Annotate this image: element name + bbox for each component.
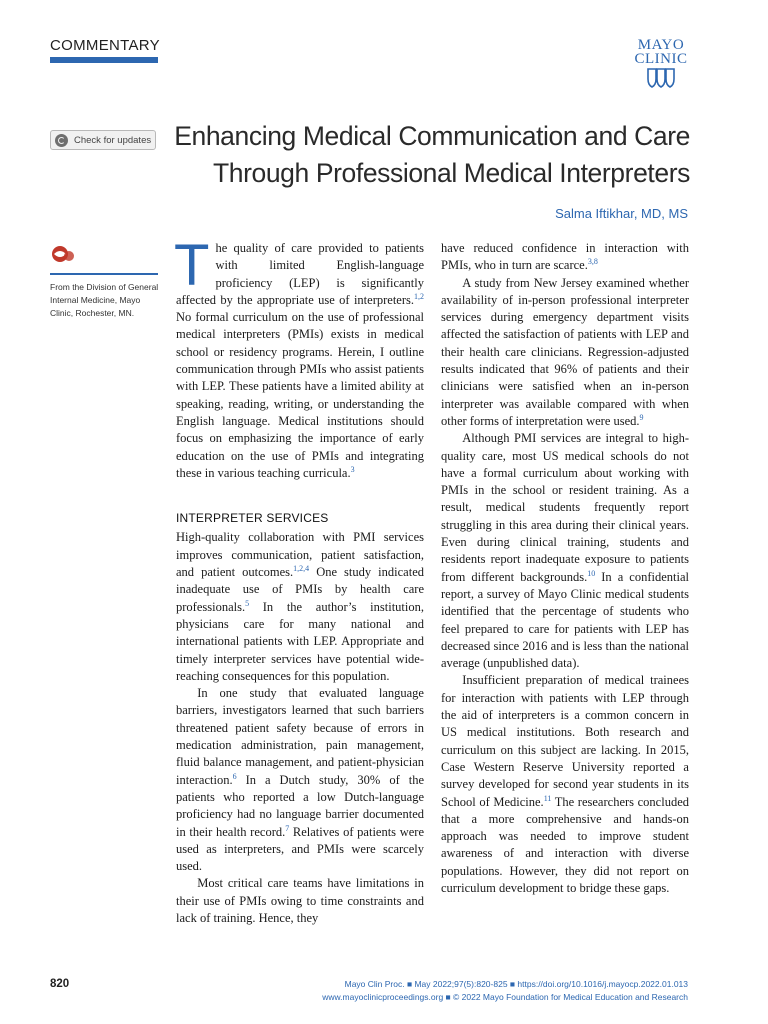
section-label: COMMENTARY [50,37,160,54]
paragraph: In one study that evaluated language barriers, investigators learned that such barriers threatened patient safety because of errors in medication administration, pain management, fluid balance management, and patient-physician interaction.$^6$ In a Dutch study, 30% of the patients who reported a low Dutch-language proficiency had no language barrier documented in their health record.$^7$ Relatives of patients were used as interpreters, and PMIs were scarcely used. [176,686,425,874]
drop-cap: T [174,233,210,298]
reference-link[interactable]: 10 [587,568,596,578]
right-column [441,240,689,897]
refresh-icon [55,134,68,147]
article-title [170,118,690,192]
logo-line-1: MAYO [637,37,685,53]
paragraph: High-quality collaboration with PMI services improves communication, patient satisfaction, and patient outcomes.$^{1,2,4}$ One study indicated inadequate use of PMIs by health care professionals.$^5$ In the author’s institution, physicians care for many national and international patients with LEP. Appropriate and timely interpreter services have potential wide-reaching consequences for this population. [176,530,424,683]
section-rule [50,57,158,63]
affiliation-icon [50,244,76,264]
paragraph: Although PMI services are integral to high-quality care, most US medical schools do not have a formal curriculum about working with PMIs in the school or resident training. As a result, medical students frequently report struggling in this area during their clinical years. Even during clinical training, students and residents report inadequate exposure to patients from different backgrounds.$^{10}$ In a confidential report, a survey of Mayo Clinic medical students identified that the percentage of students who feel prepared to care for patients with LEP has decreased since 2016 and is less than the national average (unpublished data). [441,431,689,671]
check-for-updates-label: Check for updates [74,134,152,146]
reference-link[interactable]: 11 [543,793,552,803]
intro-paragraph: The quality of care provided to patients with limited English-language proficiency (LEP) is significantly affected by the appropriate use of interpreters.$^{1,2}$ No formal curriculum on the use of professional medical interpreters (PMIs) exists in medical school or residency programs. Herein, I outline communication through PMIs who assist patients with LEP. These patients have a limited ability at speaking, reading, writing, or understanding the English language. Medical institutions should focus on emphasizing the importance of early education on the use of PMIs and integrating these in various teaching curricula.$^3$ [174,233,424,480]
reference-link[interactable]: 9 [639,412,644,422]
reference-link[interactable]: 6 [232,771,237,781]
paragraph: Insufficient preparation of medical trainees for interaction with patients with LEP through the aid of interpreters is a common concern in US medical institutions. Both research and curriculum on this subject are lacking. In 2015, Case Western Reserve University reported a survey developed for second year students in its School of Medicine.$^{11}$ The researchers concluded that a more comprehensive and hands-on approach was needed to improve student awareness of and interaction with diverse populations. However, they did not report on curriculum development to bridge these gaps. [441,673,689,895]
reference-link[interactable]: 1,2,4 [293,563,310,573]
reference-link[interactable]: 3,8 [587,257,598,267]
footer [322,978,688,1004]
title-line-2: Through Professional Medical Interpreters [212,158,690,188]
check-for-updates-button[interactable] [50,130,156,150]
author-name[interactable]: Salma Iftikhar, MD, MS [555,206,688,221]
paragraph: have reduced confidence in interaction with PMIs, who in turn are scarce.$^{3,8}$ [441,241,689,273]
affiliation-rule [50,273,158,275]
left-column [174,233,425,927]
affiliation-text: From the Division of General Internal Medicine, Mayo Clinic, Rochester, MN. [50,282,159,318]
reference-link[interactable]: 1,2 [414,291,424,301]
shield-icon [646,68,676,88]
page-number: 820 [50,978,70,990]
title-line-1: Enhancing Medical Communication and Care [174,121,690,151]
section-heading: INTERPRETER SERVICES [176,511,329,526]
citation-line[interactable]: Mayo Clin Proc. ■ May 2022;97(5):820-825 ■ https://doi.org/10.1016/j.mayocp.2022.01.013 [344,979,688,989]
reference-link[interactable]: 3 [350,464,355,474]
reference-link[interactable]: 7 [285,823,290,833]
logo-line-2: CLINIC [634,51,688,67]
paragraph: Most critical care teams have limitations in their use of PMIs owing to time constraints and lack of training. Hence, they [176,876,424,925]
mayo-clinic-logo [630,38,692,88]
website-line[interactable]: www.mayoclinicproceedings.org ■ © 2022 Mayo Foundation for Medical Education and Research [322,992,688,1002]
reference-link[interactable]: 5 [245,598,250,608]
paragraph: A study from New Jersey examined whether availability of in-person professional interpreter services during emergency department visits affected the satisfaction of patients with LEP and their health care clinicians. Regression-adjusted results indicated that 96% of patients and their clinicians were satisfied when an in-person interpreter was available compared with when other forms of interpretation were used.$^9$ [441,275,689,428]
